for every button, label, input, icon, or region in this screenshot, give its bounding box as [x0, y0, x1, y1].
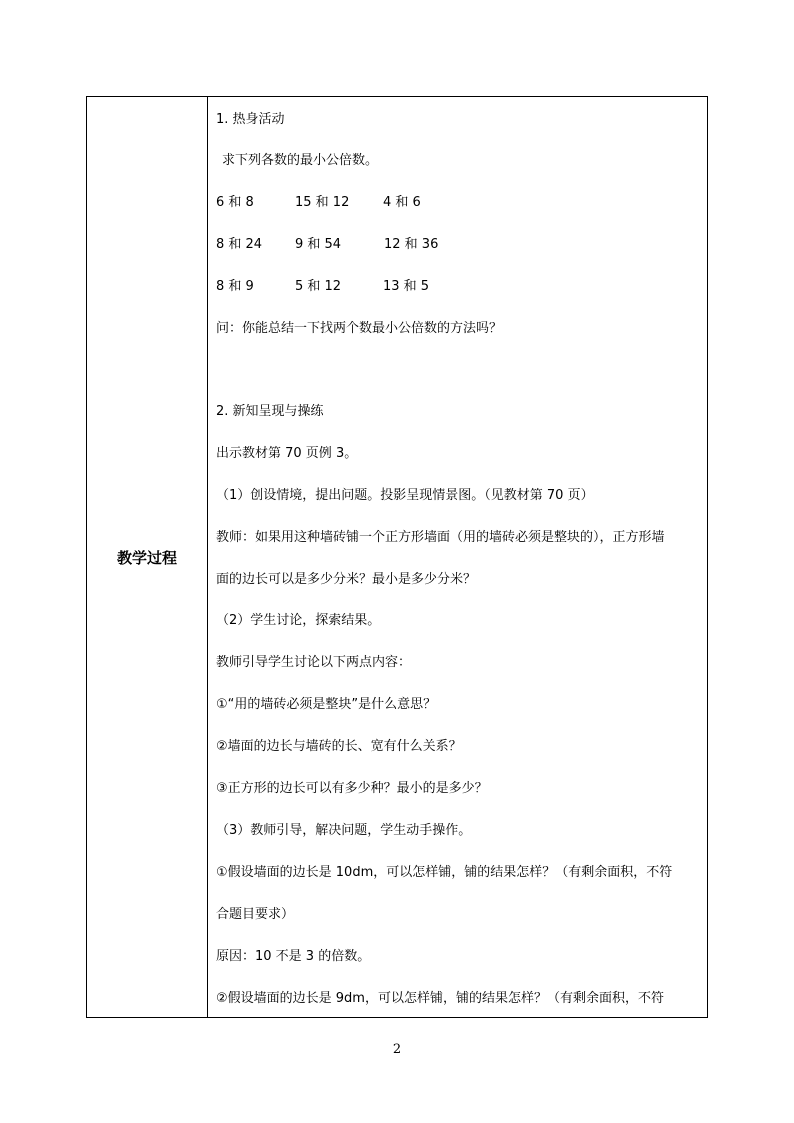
body-line: 合题目要求）: [216, 907, 295, 922]
body-line: ②墙面的边长与墙砖的长、宽有什么关系？: [216, 739, 462, 754]
body-line: （1）创设情境，提出问题。投影呈现情景图。（见教材第 70 页）: [216, 488, 594, 503]
body-line: （2）学生讨论，探索结果。: [216, 613, 381, 628]
number-pair: 4 和 6: [383, 195, 421, 210]
number-pair: 8 和 24: [216, 237, 263, 252]
number-pair: 12 和 36: [384, 237, 439, 252]
body-line: 原因：10 不是 3 的倍数。: [216, 949, 371, 964]
number-pair: 6 和 8: [216, 195, 254, 210]
body-line: 面的边长可以是多少分米？最小是多少分米？: [216, 572, 477, 587]
warmup-instruction: 求下列各数的最小公倍数。: [222, 153, 379, 168]
page-number: 2: [392, 1042, 402, 1057]
body-line: ①“用的墙砖必须是整块”是什么意思？: [216, 697, 437, 712]
body-line: 出示教材第 70 页例 3。: [216, 446, 358, 461]
number-pair: 8 和 9: [216, 279, 254, 294]
number-pair: 13 和 5: [383, 279, 430, 294]
body-line: 教师：如果用这种墙砖铺一个正方形墙面（用的墙砖必须是整块的），正方形墙: [216, 530, 665, 545]
lesson-table: [86, 96, 708, 1018]
column-divider: [207, 97, 208, 1017]
section-label: 教学过程: [116, 549, 177, 567]
number-pair: 15 和 12: [295, 195, 350, 210]
number-pair: 5 和 12: [295, 279, 342, 294]
body-line: ①假设墙面的边长是 10dm，可以怎样铺，铺的结果怎样？（有剩余面积，不符: [216, 865, 673, 880]
body-line: 教师引导学生讨论以下两点内容：: [216, 655, 412, 670]
warmup-heading: 1. 热身活动: [216, 112, 285, 127]
body-line: （3）教师引导，解决问题，学生动手操作。: [216, 823, 472, 838]
new-knowledge-heading: 2. 新知呈现与操练: [216, 404, 324, 419]
number-pair: 9 和 54: [295, 237, 342, 252]
body-line: ②假设墙面的边长是 9dm，可以怎样铺，铺的结果怎样？（有剩余面积，不符: [216, 991, 664, 1006]
content-cell: [216, 97, 703, 1017]
body-line: ③正方形的边长可以有多少种？最小的是多少？: [216, 781, 488, 796]
warmup-question: 问：你能总结一下找两个数最小公倍数的方法吗？: [216, 321, 503, 336]
